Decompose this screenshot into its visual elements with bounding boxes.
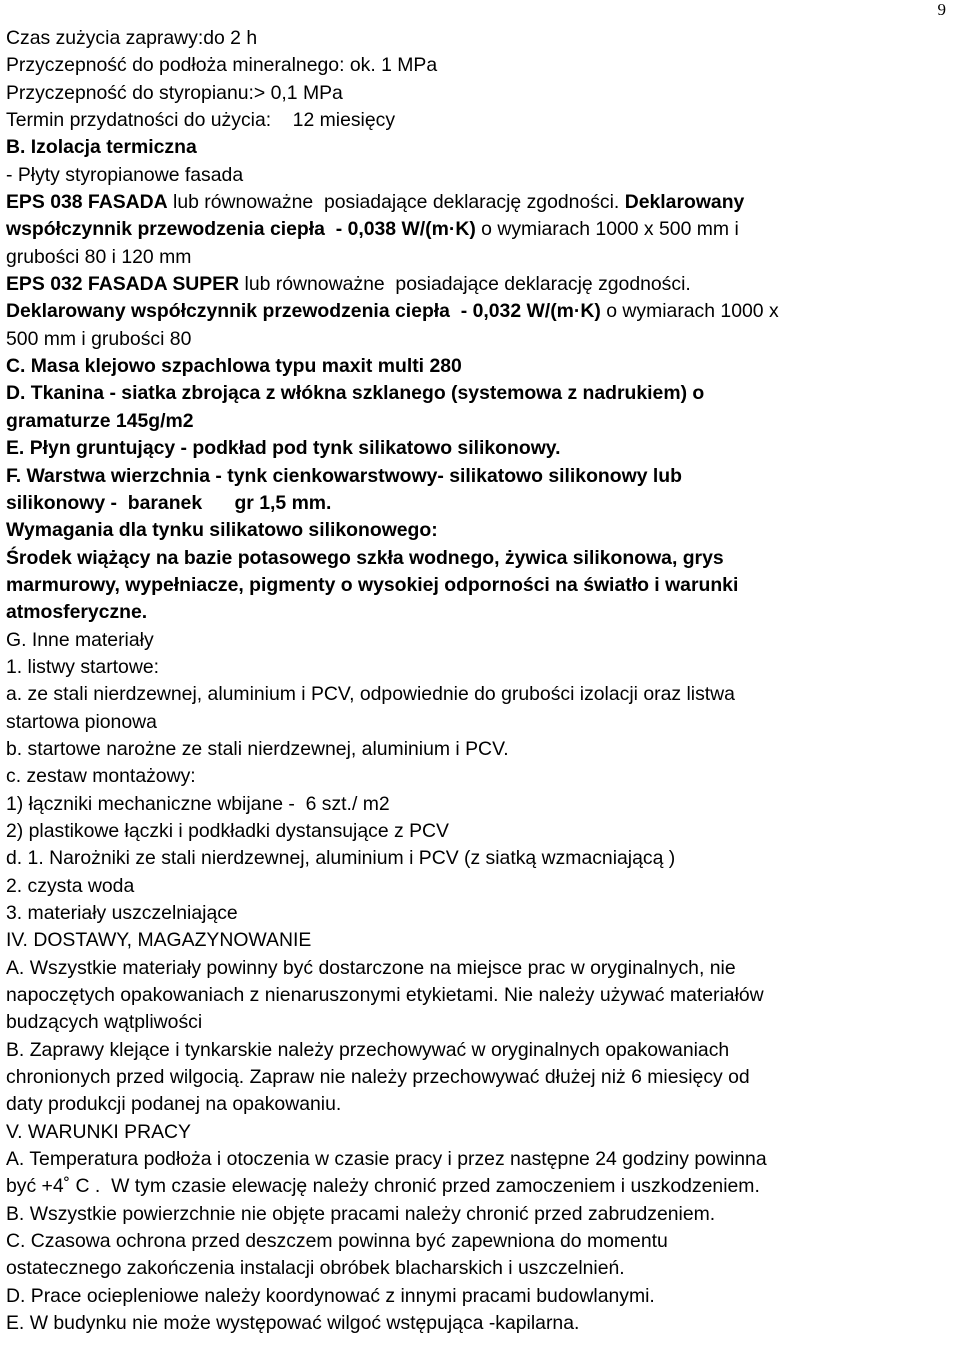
text-line: Wymagania dla tynku silikatowo silikonowego: (6, 519, 438, 542)
text-line: budzących wątpliwości (6, 1011, 203, 1034)
text-line: B. Zaprawy klejące i tynkarskie należy przechowywać w oryginalnych opakowaniach (6, 1038, 730, 1061)
text-line: Przyczepność do styropianu:> 0,1 MPa (6, 81, 343, 104)
text-line: b. startowe narożne ze stali nierdzewnej, aluminium i PCV. (6, 737, 509, 760)
section-heading: E. Płyn gruntujący - podkład pod tynk silikatowo silikonowy. (6, 437, 561, 460)
section-heading: C. Masa klejowo szpachlowa typu maxit multi 280 (6, 355, 462, 378)
text-line: współczynnik przewodzenia ciepła - 0,038 W/(m·K) o wymiarach 1000 x 500 mm i (6, 218, 739, 241)
text-line: daty produkcji podanej na opakowaniu. (6, 1093, 342, 1116)
text-line: 2) plastikowe łączki i podkładki dystansujące z PCV (6, 819, 449, 842)
text-line: A. Temperatura podłoża i otoczenia w czasie pracy i przez następne 24 godziny powinna (6, 1148, 767, 1171)
text-line: napoczętych opakowaniach z nienaruszonymi etykietami. Nie należy używać materiałów (6, 984, 764, 1007)
text-line: EPS 038 FASADA lub równoważne posiadające deklarację zgodności. Deklarowany (6, 191, 745, 214)
text-line: być +4˚ C . W tym czasie elewację należy chronić przed zamoczeniem i uszkodzeniem. (6, 1175, 760, 1198)
section-heading: B. Izolacja termiczna (6, 136, 197, 159)
text-line: atmosferyczne. (6, 601, 148, 624)
text-line: - Płyty styropianowe fasada (6, 163, 244, 186)
text-line: EPS 032 FASADA SUPER lub równoważne posiadające deklarację zgodności. (6, 273, 691, 296)
text-line: d. 1. Narożniki ze stali nierdzewnej, aluminium i PCV (z siatką wzmacniającą ) (6, 847, 676, 870)
text-line: Przyczepność do podłoża mineralnego: ok. 1 MPa (6, 54, 438, 77)
section-heading: V. WARUNKI PRACY (6, 1120, 191, 1143)
page-number: 9 (937, 0, 946, 19)
section-heading: F. Warstwa wierzchnia - tynk cienkowarstwowy- silikatowo silikonowy lub (6, 464, 682, 487)
text-line: silikonowy - baranek gr 1,5 mm. (6, 491, 332, 514)
text-line: 1) łączniki mechaniczne wbijane - 6 szt./ m2 (6, 792, 390, 815)
text-line: c. zestaw montażowy: (6, 765, 196, 788)
text-line: grubości 80 i 120 mm (6, 245, 192, 268)
text-line: D. Prace ociepleniowe należy koordynować z innymi pracami budowlanymi. (6, 1284, 655, 1307)
text-line: ostatecznego zakończenia instalacji obróbek blacharskich i uszczelnień. (6, 1257, 625, 1280)
text-line: A. Wszystkie materiały powinny być dostarczone na miejsce prac w oryginalnych, nie (6, 956, 736, 979)
text-line: chronionych przed wilgocią. Zapraw nie należy przechowywać dłużej niż 6 miesięcy od (6, 1066, 750, 1089)
text-line: marmurowy, wypełniacze, pigmenty o wysokiej odporności na światło i warunki (6, 573, 739, 596)
text-line: Deklarowany współczynnik przewodzenia ciepła - 0,032 W/(m·K) o wymiarach 1000 x (6, 300, 779, 323)
text-line: Termin przydatności do użycia: 12 miesięcy (6, 109, 396, 132)
text-line: C. Czasowa ochrona przed deszczem powinna być zapewniona do momentu (6, 1230, 668, 1253)
text-line: 3. materiały uszczelniające (6, 902, 238, 924)
text-line: gramaturze 145g/m2 (6, 409, 194, 432)
section-heading: D. Tkanina - siatka zbrojąca z włókna szklanego (systemowa z nadrukiem) o (6, 382, 705, 405)
section-heading: G. Inne materiały (6, 628, 154, 651)
section-heading: IV. DOSTAWY, MAGAZYNOWANIE (6, 929, 312, 952)
text-line: Czas zużycia zaprawy:do 2 h (6, 27, 258, 49)
text-line: E. W budynku nie może występować wilgoć wstępująca -kapilarna. (6, 1312, 580, 1335)
text-line: 2. czysta woda (6, 874, 135, 897)
text-line: startowa pionowa (6, 710, 157, 733)
text-line: B. Wszystkie powierzchnie nie objęte pracami należy chronić przed zabrudzeniem. (6, 1202, 716, 1225)
document-body (6, 25, 956, 1338)
text-line: 500 mm i grubości 80 (6, 327, 192, 350)
text-line: a. ze stali nierdzewnej, aluminium i PCV, odpowiednie do grubości izolacji oraz listwa (6, 683, 735, 706)
text-line: 1. listwy startowe: (6, 655, 160, 678)
text-line: Środek wiążący na bazie potasowego szkła wodnego, żywica silikonowa, grys (6, 546, 724, 569)
